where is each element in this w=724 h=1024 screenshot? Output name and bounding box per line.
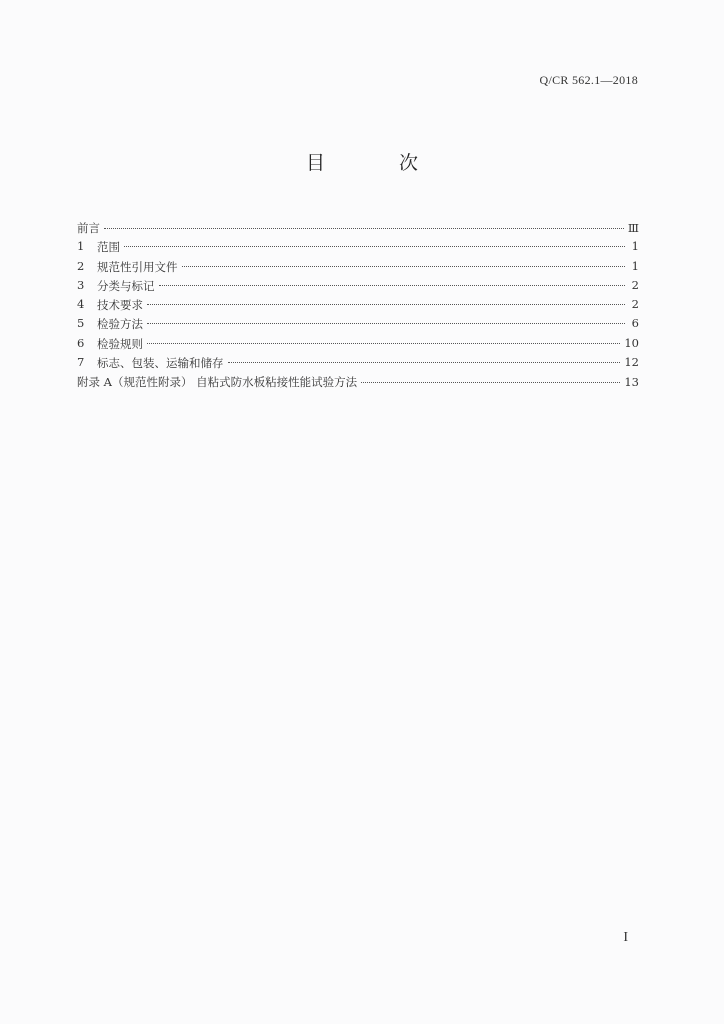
toc-entry-label: 标志、包装、运输和储存 — [97, 356, 224, 371]
toc-leader — [361, 382, 620, 383]
toc-entry-number: 2 — [77, 258, 85, 273]
toc-entry-label: 检验规则 — [97, 336, 143, 351]
table-of-contents — [77, 220, 639, 394]
toc-leader — [228, 362, 621, 363]
toc-entry[interactable] — [77, 297, 639, 316]
toc-entry-label: 附录 A（规范性附录） 自粘式防水板粘接性能试验方法 — [77, 375, 358, 390]
toc-entry-number: 5 — [77, 316, 85, 331]
toc-entry[interactable] — [77, 374, 639, 393]
toc-entry-number: 3 — [77, 277, 85, 292]
toc-entry-page: 10 — [624, 335, 639, 350]
toc-leader — [159, 285, 626, 286]
toc-entry-number: 1 — [77, 239, 85, 254]
toc-entry-label: 范围 — [97, 240, 120, 255]
toc-entry-page: 2 — [631, 297, 639, 312]
toc-entry-page: 13 — [624, 375, 639, 390]
toc-entry[interactable] — [77, 355, 639, 374]
toc-entry-label: 分类与标记 — [97, 278, 155, 293]
toc-entry-page: 1 — [631, 258, 639, 273]
standard-code: Q/CR 562.1—2018 — [539, 73, 638, 87]
page-title: 目 次 — [305, 152, 453, 174]
toc-leader — [104, 228, 624, 229]
page-number: I — [623, 930, 628, 945]
toc-entry-page: 1 — [631, 239, 639, 254]
toc-entry-page: 6 — [631, 316, 639, 331]
toc-entry-label: 规范性引用文件 — [97, 259, 178, 274]
toc-entry[interactable] — [77, 336, 639, 355]
toc-entry[interactable] — [77, 316, 639, 335]
toc-entry-number: 7 — [77, 355, 85, 370]
toc-entry[interactable] — [77, 278, 639, 297]
toc-entry-label: 前言 — [77, 221, 100, 235]
toc-entry[interactable] — [77, 239, 639, 258]
toc-entry[interactable] — [77, 259, 639, 278]
toc-entry-page: 2 — [631, 277, 639, 292]
toc-entry-number: 6 — [77, 335, 85, 350]
toc-entry-page: 12 — [624, 355, 639, 370]
toc-entry-label: 技术要求 — [97, 298, 143, 313]
toc-leader — [124, 246, 625, 247]
toc-leader — [147, 304, 625, 305]
toc-entry-page: Ⅲ — [627, 221, 639, 235]
toc-entry-number: 4 — [77, 297, 85, 312]
toc-leader — [147, 343, 620, 344]
toc-leader — [182, 266, 626, 267]
toc-leader — [147, 323, 625, 324]
toc-entry-label: 检验方法 — [97, 317, 143, 332]
toc-entry[interactable] — [77, 220, 639, 239]
